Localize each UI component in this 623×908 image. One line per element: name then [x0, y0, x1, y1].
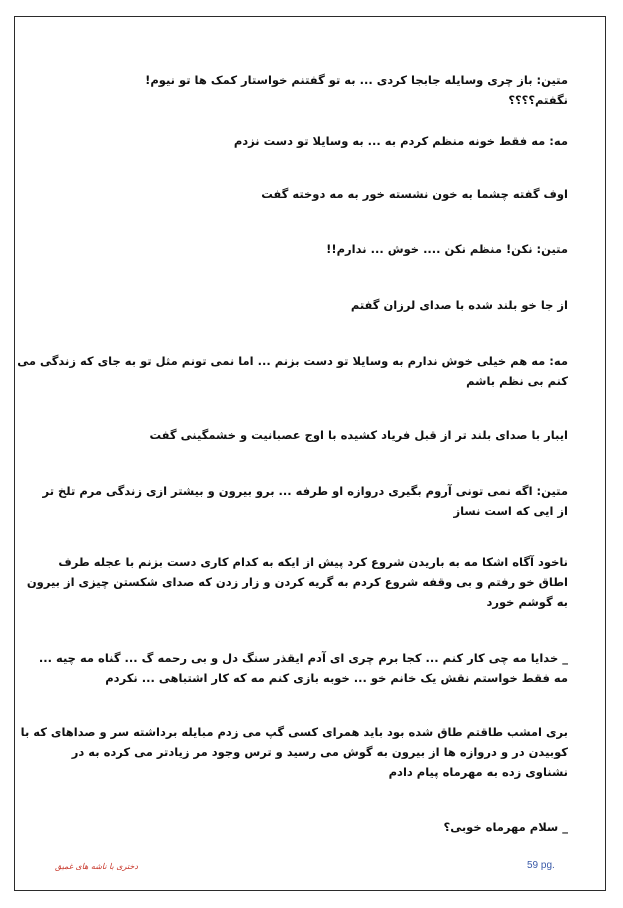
text-line: _ خدایا مه چی کار کنم ... کجا برم چری ای آدم ایقذر سنگ دل و بی رحمه گ ... گناه مه چیه ...	[38, 651, 568, 665]
text-line: متین: اگه نمی تونی آروم بگیری دروازه او طرفه ... برو بیرون و بیشتر ازی زندگی مرم تلخ تر	[42, 484, 568, 498]
paragraph-10	[38, 648, 568, 688]
text-line: ایبار با صدای بلند تر از قبل فریاد کشیده با اوج عصبانیت و خشمگینی گفت	[149, 428, 568, 442]
paragraph-8	[42, 481, 568, 521]
text-line: متین: نکن! منظم نکن .... خوش ... ندارم!!	[326, 242, 568, 256]
text-line: مه: مه هم خیلی خوش ندارم به وسایلا تو دست بزنم ... اما نمی تونم مثل تو به جای که زندگی می	[17, 354, 568, 368]
footer-book-title: دختری با ناشه های غمیق	[55, 862, 138, 871]
paragraph-11	[20, 722, 568, 782]
text-line: از ایی که است نساز	[453, 504, 568, 518]
paragraph-2	[58, 131, 568, 151]
paragraph-1	[58, 70, 568, 110]
paragraph-4	[58, 239, 568, 259]
text-line: اوف گفته چشما به خون نشسته خور به مه دوخته گفت	[261, 187, 568, 201]
text-line: کنم بی نظم باشم	[466, 374, 568, 388]
text-line: نشناوی زده به مهرماه پیام دادم	[388, 765, 568, 779]
text-line: مه: مه فقط خونه منظم کردم به ... به وسایلا تو دست نزدم	[233, 134, 568, 148]
text-line: ناخود آگاه اشکا مه به باریدن شروع کرد پیش از ایکه به کدام کاری دست بزنم با عجله طرف	[58, 555, 568, 569]
text-line: بری امشب طاقتم طاق شده بود باید همرای کسی گپ می زدم مبایله برداشته سر و صداهای که با	[20, 725, 568, 739]
text-line: از جا خو بلند شده با صدای لرزان گفتم	[350, 298, 568, 312]
text-line: متین: باز چری وسایله جابجا کردی ... به تو گفتنم خواستار کمک ها تو نیوم!	[145, 73, 568, 87]
page-number: 59 pg.	[527, 860, 555, 871]
paragraph-6	[17, 351, 568, 391]
text-line: مه فقط خواستم نقش یک خانم خو ... خوبه بازی کنم مه که کار اشتباهی ... نکردم	[105, 671, 568, 685]
paragraph-12	[58, 817, 568, 837]
paragraph-9	[26, 552, 568, 612]
paragraph-5	[58, 295, 568, 315]
text-line: نگفتم؟؟؟؟	[508, 93, 568, 107]
text-line: به گوشم خورد	[486, 595, 568, 609]
text-line: کوبیدن در و دروازه ها از بیرون به گوش می رسید و ترس وجود مر زیادتر می کرده به در	[71, 745, 568, 759]
paragraph-7	[58, 425, 568, 445]
paragraph-3	[58, 184, 568, 204]
text-line: اطاق خو رفتم و بی وقفه شروع کردم به گریه کردن و زار زدن که صدای شکستن چیزی از بیرون	[26, 575, 568, 589]
text-line: _ سلام مهرماه خوبی؟	[443, 820, 568, 834]
